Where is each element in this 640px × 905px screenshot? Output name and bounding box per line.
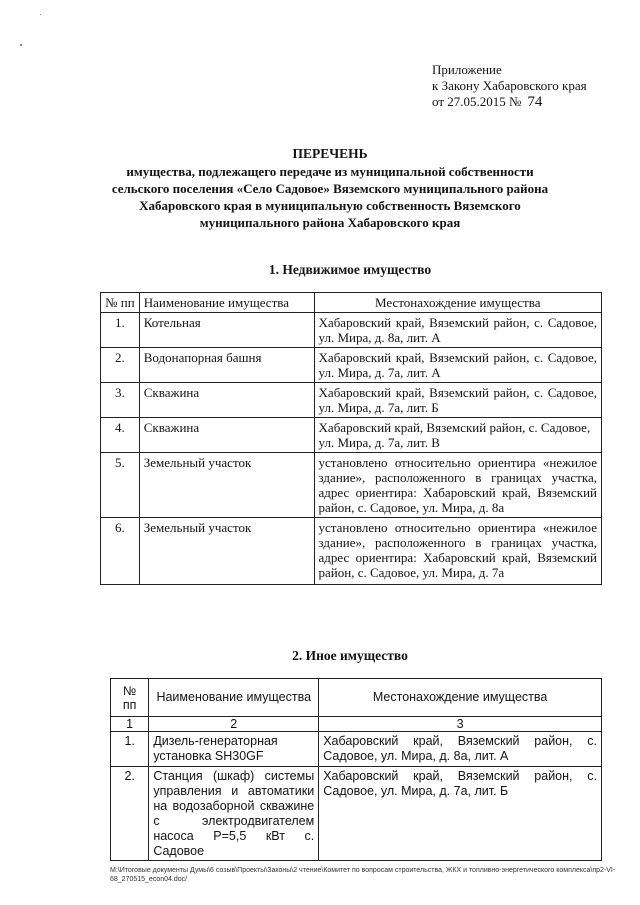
row-name: Станция (шкаф) системы управления и автоматики на водозаборной скважине с электродвигателем насоса Р=5,5 кВт с. Садовое <box>149 767 319 861</box>
row-number: 2. <box>111 767 149 861</box>
appendix-line-1: Приложение <box>432 62 502 77</box>
column-numbering-row <box>111 717 602 732</box>
row-number: 3. <box>101 383 140 418</box>
row-name: Водонапорная башня <box>139 348 314 383</box>
table-row <box>101 453 602 518</box>
document-title <box>90 145 570 231</box>
row-location: Хабаровский край, Вяземский район, с. Садовое, ул. Мира, д. 7а, лит. Б <box>319 767 602 861</box>
column-number-1: 1 <box>111 717 149 732</box>
appendix-number: 74 <box>527 94 543 110</box>
file-path-footer: M:\Итоговые документы Думы\6 созыв\Проекты\Законы\2 чтение\Комитет по вопросам строительства, ЖКХ и топливно-энергетического комплекса\пр2-VI-68_270515_econ04.doc/ <box>110 867 616 883</box>
title-line-3: Хабаровского края в муниципальную собственность Вяземского <box>139 198 521 213</box>
appendix-line-2: к Закону Хабаровского края <box>432 78 587 93</box>
title-line-1: имущества, подлежащего передаче из муниципальной собственности <box>126 164 534 179</box>
row-number: 2. <box>101 348 140 383</box>
header-name: Наименование имущества <box>139 293 314 313</box>
row-number: 1. <box>101 313 140 348</box>
table-header-row <box>111 679 602 717</box>
appendix-block <box>432 62 587 110</box>
title-line-4: муниципального района Хабаровского края <box>199 215 461 230</box>
row-location: Хабаровский край, Вяземский район, с. Садовое, ул. Мира, д. 8а, лит. А <box>314 313 601 348</box>
row-location: Хабаровский край, Вяземский район, с. Садовое, ул. Мира, д. 7а, лит. Б <box>314 383 601 418</box>
scan-speck <box>40 14 41 15</box>
table-row <box>111 767 602 861</box>
header-location: Местонахождение имущества <box>319 679 602 717</box>
row-number: 5. <box>101 453 140 518</box>
table-row <box>101 313 602 348</box>
table-row <box>101 348 602 383</box>
row-name: Скважина <box>139 383 314 418</box>
header-location: Местонахождение имущества <box>314 293 601 313</box>
row-name: Земельный участок <box>139 518 314 585</box>
row-location: Хабаровский край, Вяземский район, с. Садовое, ул. Мира, д. 8а, лит. А <box>319 732 602 767</box>
other-property-table <box>110 678 602 861</box>
row-location: установлено относительно ориентира «нежилое здание», расположенного в границах участка, адрес ориентира: Хабаровский край, Вяземский район, с. Садовое, ул. Мира, д. 7а <box>314 518 601 585</box>
column-number-3: 3 <box>319 717 602 732</box>
row-name: Земельный участок <box>139 453 314 518</box>
column-number-2: 2 <box>149 717 319 732</box>
row-name: Скважина <box>139 418 314 453</box>
table-header-row <box>101 293 602 313</box>
table-row <box>111 732 602 767</box>
section2-title: 2. Иное имущество <box>292 648 408 663</box>
row-location: Хабаровский край, Вяземский район, с. Садовое, ул. Мира, д. 7а, лит. А <box>314 348 601 383</box>
appendix-line-3 <box>432 94 587 110</box>
header-number: № пп <box>101 293 140 313</box>
header-name: Наименование имущества <box>149 679 319 717</box>
row-number: 6. <box>101 518 140 585</box>
header-number: № пп <box>111 679 149 717</box>
row-name: Котельная <box>139 313 314 348</box>
title-main: ПЕРЕЧЕНЬ <box>292 146 368 161</box>
row-name: Дизель-генераторная установка SH30GF <box>149 732 319 767</box>
scan-speck <box>20 44 22 46</box>
title-line-2: сельского поселения «Село Садовое» Вяземского муниципального района <box>111 181 549 196</box>
section1-title: 1. Недвижимое имущество <box>268 262 432 277</box>
table-row <box>101 383 602 418</box>
row-location: установлено относительно ориентира «нежилое здание», расположенного в границах участка, адрес ориентира: Хабаровский край, Вяземский район, с. Садовое, ул. Мира, д. 8а <box>314 453 601 518</box>
real-estate-table <box>100 292 602 585</box>
row-location: Хабаровский край, Вяземский район, с. Садовое, ул. Мира, д. 7а, лит. В <box>314 418 601 453</box>
appendix-date: от 27.05.2015 № <box>432 94 522 109</box>
table-row <box>101 418 602 453</box>
row-number: 1. <box>111 732 149 767</box>
table-row <box>101 518 602 585</box>
row-number: 4. <box>101 418 140 453</box>
